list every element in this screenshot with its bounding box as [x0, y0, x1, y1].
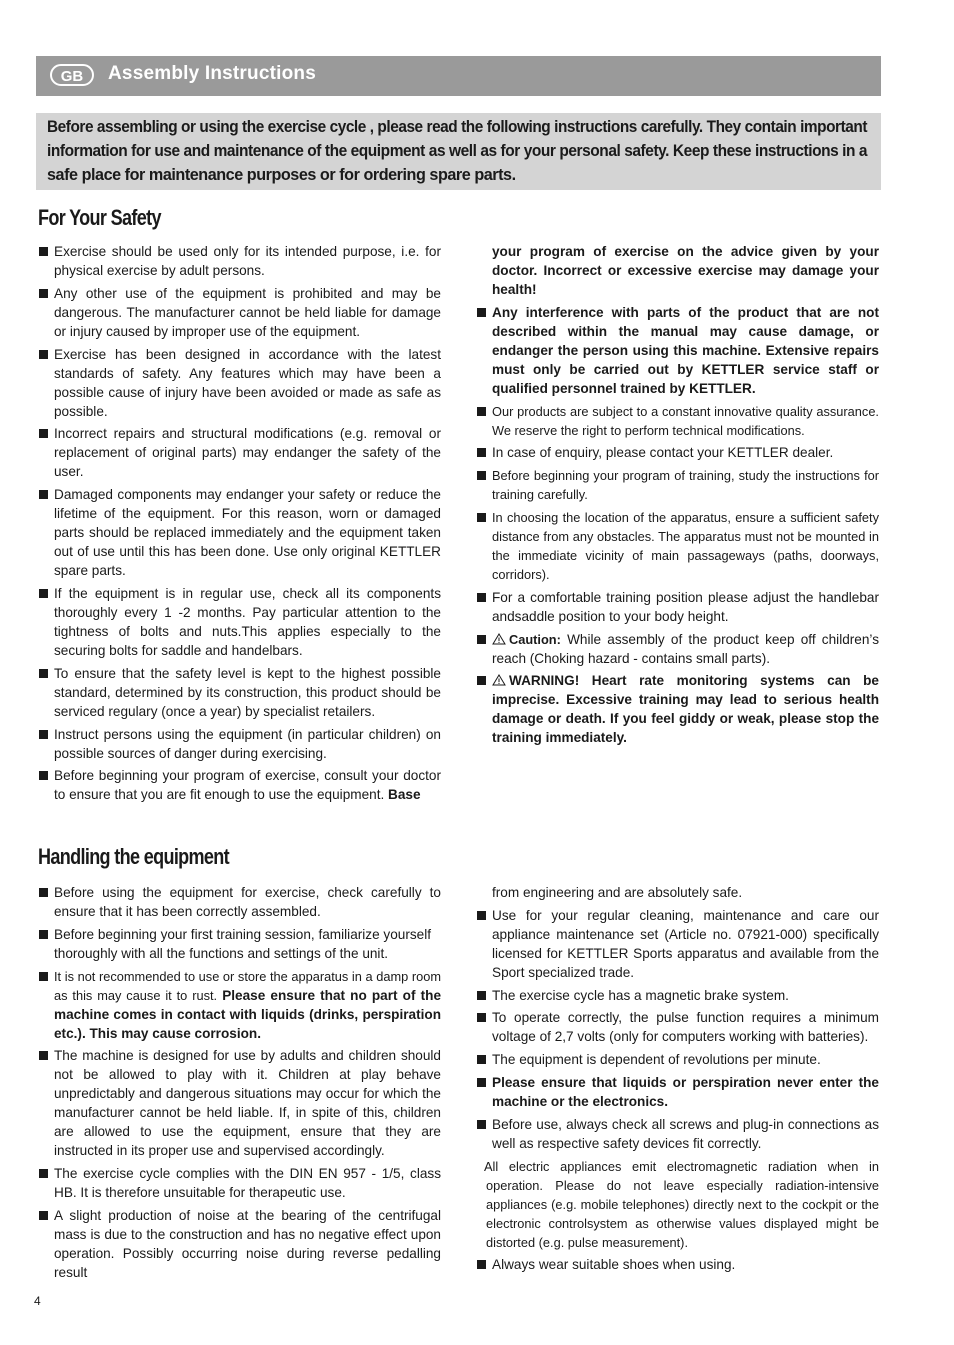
- list-item: Always wear suitable shoes when using.: [475, 1255, 879, 1274]
- intro-line: safe place for maintenance purposes or for ordering spare parts.: [47, 166, 516, 184]
- bullet-icon: [39, 589, 48, 598]
- list-item: Use for your regular cleaning, maintenance and care our appliance maintenance set (Article no. 07921-000) specifically licensed for KETTLER Sports apparatus and available from the Sport specialized trade.: [475, 906, 879, 982]
- bullet-icon: [477, 991, 486, 1000]
- safety-left-column: [37, 242, 441, 808]
- bullet-icon: [477, 448, 486, 457]
- warning-triangle-icon: [492, 674, 506, 686]
- page-title: Assembly Instructions: [108, 63, 316, 84]
- handling-left-column: [37, 883, 441, 1286]
- bullet-icon: [477, 1055, 486, 1064]
- list-item: If the equipment is in regular use, check all its components thoroughly every 1 -2 months. Pay particular attention to the tightness of bolts and nuts.This applies especially to the securing bolts for saddle and handelbars.: [37, 584, 441, 660]
- list-item: The machine is designed for use by adults and children should not be allowed to play with it. Children at play behave unpredictably and dangerous situations may occur for which the manufacturer cannot be held liable. If, in spite of this, children are allowed to use the equipment, ensure that they are instructed in its proper use and supervised accordingly.: [37, 1046, 441, 1160]
- intro-line: Before assembling or using the exercise cycle , please read the following instructions carefully. They contain important: [47, 118, 868, 136]
- list-item: In choosing the location of the apparatus, ensure a sufficient safety distance from any obstacles. The apparatus must not be mounted in the immediate vicinity of main passageways (paths, doorways, corridors).: [475, 508, 879, 584]
- bullet-icon: [39, 490, 48, 499]
- handling-right-column: [475, 883, 879, 1278]
- list-item: Before beginning your program of training, study the instructions for training carefully.: [475, 466, 879, 504]
- bullet-icon: [39, 1211, 48, 1220]
- safety-heading: For Your Safety: [38, 205, 161, 230]
- bullet-icon: [39, 888, 48, 897]
- radiation-note: All electric appliances emit electromagnetic radiation when in operation. Please do not leave especially radiation-intensive appliances (e.g. mobile telephones) directly next to the cockpit or the electronic controlsystem as otherwise values displayed might be distorted (e.g. pulse measurement).: [484, 1158, 879, 1250]
- bullet-icon: [39, 669, 48, 678]
- warning-triangle-icon: [492, 633, 506, 645]
- list-item: Before using the equipment for exercise, check carefully to ensure that it has been correctly assembled.: [37, 883, 441, 921]
- list-item: It is not recommended to use or store the apparatus in a damp room as this may cause it to rust. Please ensure that no part of the machine comes in contact with liquids (drinks, perspiration etc.). This may cause corrosion.: [37, 967, 441, 1043]
- bullet-icon: [39, 289, 48, 298]
- list-item: Instruct persons using the equipment (in particular children) on possible sources of danger during exercising.: [37, 725, 441, 763]
- list-item: To operate correctly, the pulse function requires a minimum voltage of 2,7 volts (only for computers working with batteries).: [475, 1008, 879, 1046]
- bullet-icon: [477, 407, 486, 416]
- list-item-continued: from engineering and are absolutely safe.: [492, 885, 743, 900]
- list-item: Before beginning your first training session, familiarize yourself thoroughly with all the functions and settings of the unit.: [37, 925, 441, 963]
- bullet-icon: [477, 676, 486, 685]
- bullet-icon: [39, 930, 48, 939]
- list-item: Any interference with parts of the product that are not described within the manual may cause damage, or endanger the person using this machine. Extensive repairs must only be carried out by KETTLER service staff or qualified personnel trained by KETTLER.: [475, 303, 879, 398]
- list-item: Please ensure that liquids or perspiration never enter the machine or the electronics.: [475, 1073, 879, 1111]
- bullet-icon: [477, 1013, 486, 1022]
- list-item: Before beginning your program of exercise, consult your doctor to ensure that you are fit enough to use the equipment. Base: [37, 766, 441, 804]
- list-item: Incorrect repairs and structural modifications (e.g. removal or replacement of original parts) may endanger the safety of the user.: [37, 424, 441, 481]
- list-item: For a comfortable training position please adjust the handlebar andsaddle position to your body height.: [475, 588, 879, 626]
- bullet-icon: [477, 593, 486, 602]
- page-number: 4: [34, 1294, 41, 1308]
- handling-heading: Handling the equipment: [38, 844, 230, 869]
- list-item: Any other use of the equipment is prohibited and may be dangerous. The manufacturer cannot be held liable for damage or injury caused by improper use of the equipment.: [37, 284, 441, 341]
- warning-item: WARNING! Heart rate monitoring systems can be imprecise. Excessive training may lead to serious health damage or death. If you feel giddy or weak, please stop the training immediately.: [475, 671, 879, 747]
- list-item: A slight production of noise at the bearing of the centrifugal mass is due to the construction and has no negative effect upon operation. Possibly occurring noise during reverse pedalling result: [37, 1206, 441, 1282]
- bullet-icon: [39, 972, 48, 981]
- intro-notice: [36, 113, 881, 190]
- list-item: To ensure that the safety level is kept to the highest possible standard, determined by its construction, this product should be serviced regulary (once a year) by specialist retailers.: [37, 664, 441, 721]
- bullet-icon: [477, 1260, 486, 1269]
- bullet-icon: [477, 308, 486, 317]
- language-badge: GB: [50, 64, 94, 86]
- list-item: The equipment is dependent of revolutions per minute.: [475, 1050, 879, 1069]
- bullet-icon: [477, 635, 486, 644]
- bullet-icon: [477, 1078, 486, 1087]
- bullet-icon: [39, 429, 48, 438]
- bullet-icon: [477, 1120, 486, 1129]
- bullet-icon: [39, 247, 48, 256]
- bullet-icon: [477, 911, 486, 920]
- bullet-icon: [477, 513, 486, 522]
- list-item: Exercise should be used only for its intended purpose, i.e. for physical exercise by adult persons.: [37, 242, 441, 280]
- list-item: The exercise cycle complies with the DIN EN 957 - 1/5, class HB. It is therefore unsuitable for therapeutic use.: [37, 1164, 441, 1202]
- bullet-icon: [39, 771, 48, 780]
- safety-right-column: [475, 242, 879, 751]
- intro-line: information for use and maintenance of the equipment as well as for your personal safety. Keep these instructions in a: [47, 142, 868, 160]
- list-item: Our products are subject to a constant innovative quality assurance. We reserve the right to perform technical modifications.: [475, 402, 879, 440]
- caution-item: Caution: While assembly of the product keep off children’s reach (Choking hazard - contains small parts).: [475, 630, 879, 668]
- list-item: The exercise cycle has a magnetic brake system.: [475, 986, 879, 1005]
- bullet-icon: [477, 471, 486, 480]
- bullet-icon: [39, 1051, 48, 1060]
- list-item-continued: your program of exercise on the advice given by your doctor. Incorrect or excessive exercise may damage your health!: [492, 244, 879, 297]
- bullet-icon: [39, 350, 48, 359]
- list-item: Damaged components may endanger your safety or reduce the lifetime of the equipment. For this reason, worn or damaged parts should be replaced immediately and the equipment taken out of use until this has been done. Use only original KETTLER spare parts.: [37, 485, 441, 580]
- header-bar: [36, 56, 881, 96]
- bullet-icon: [39, 1169, 48, 1178]
- list-item: Before use, always check all screws and plug-in connections as well as respective safety devices fit correctly.: [475, 1115, 879, 1153]
- bullet-icon: [39, 730, 48, 739]
- list-item: In case of enquiry, please contact your KETTLER dealer.: [475, 443, 879, 462]
- list-item: Exercise has been designed in accordance with the latest standards of safety. Any features which may have been a possible cause of injury have been avoided or made as safe as possible.: [37, 345, 441, 421]
